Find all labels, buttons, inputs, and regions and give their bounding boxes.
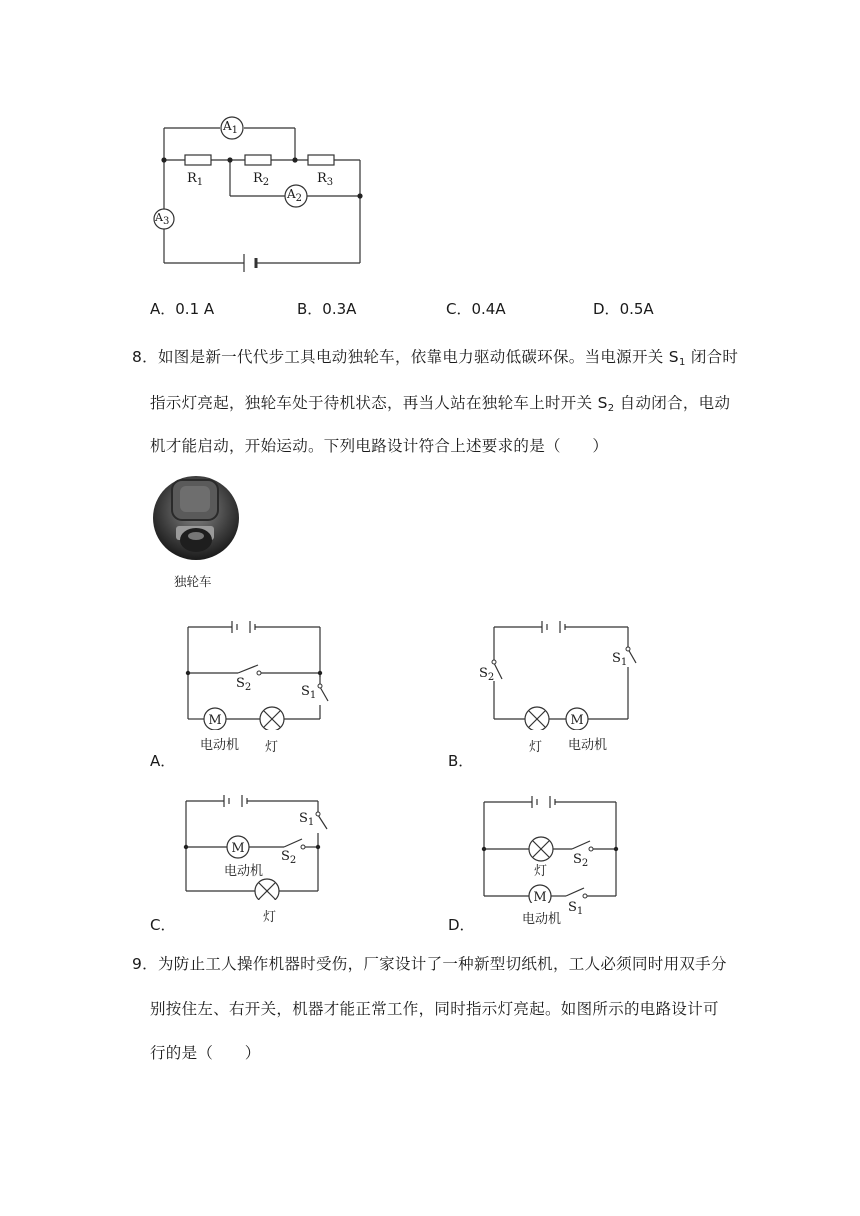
switch-s1-label: $S_1$ bbox=[301, 684, 317, 701]
lamp-icon bbox=[525, 707, 549, 730]
q7-circuit-diagram bbox=[140, 110, 380, 280]
switch-s1-label: $S_1$ bbox=[568, 900, 584, 917]
option-value: 0.4A bbox=[471, 300, 506, 318]
q9-text: 为防止工人操作机器时受伤，厂家设计了一种新型切纸机，工人必须同时用双手分 bbox=[157, 955, 727, 973]
lamp-icon bbox=[255, 879, 279, 900]
unicycle-caption: 独轮车 bbox=[174, 574, 212, 589]
q8-line-1 bbox=[132, 345, 738, 368]
q8-circuit-c bbox=[178, 785, 333, 900]
q8-option-a[interactable]: A． bbox=[150, 752, 176, 770]
switch-s2-label: $S_2$ bbox=[281, 849, 297, 866]
q8-option-b[interactable]: B． bbox=[448, 752, 474, 770]
q8-number: 8． bbox=[132, 348, 158, 366]
motor-symbol: M bbox=[231, 841, 245, 856]
lamp-label: 灯 bbox=[534, 864, 548, 879]
q9-line-3: 行的是（ ） bbox=[150, 1044, 261, 1062]
ammeter-a3-label: A3 bbox=[155, 211, 170, 227]
q7-option-b[interactable] bbox=[297, 298, 356, 319]
q8-line-2 bbox=[150, 391, 730, 414]
resistor-r2-label: $R_2$ bbox=[253, 171, 270, 188]
motor-label: 电动机 bbox=[568, 738, 608, 753]
q8-line-3: 机才能启动，开始运动。下列电路设计符合上述要求的是（ ） bbox=[150, 437, 609, 455]
q9-line-1 bbox=[132, 952, 727, 974]
motor-symbol: M bbox=[570, 713, 584, 728]
option-value: 0.1 A bbox=[175, 300, 215, 318]
lamp-icon bbox=[529, 837, 553, 861]
q8-text: 如图是新一代代步工具电动独轮车，依靠电力驱动低碳环保。当电源开关 S bbox=[157, 348, 679, 366]
resistor-r3-label: $R_3$ bbox=[317, 171, 334, 188]
q8-circuit-a bbox=[180, 615, 330, 730]
motor-symbol: M bbox=[533, 890, 547, 903]
q8-option-c[interactable]: C． bbox=[150, 916, 176, 934]
q7-option-a[interactable] bbox=[150, 298, 214, 319]
q8-sub: 1 bbox=[678, 357, 686, 368]
q8-sub: 2 bbox=[607, 403, 615, 414]
motor-label: 电动机 bbox=[200, 738, 240, 753]
unicycle-photo bbox=[150, 474, 242, 570]
q8-text: 指示灯亮起，独轮车处于待机状态，再当人站在独轮车上时开关 S bbox=[150, 394, 608, 412]
q9-number: 9． bbox=[132, 955, 158, 973]
option-letter: B． bbox=[297, 300, 323, 318]
q8-option-d[interactable]: D． bbox=[448, 916, 475, 934]
q9-line-2: 别按住左、右开关，机器才能正常工作，同时指示灯亮起。如图所示的电路设计可 bbox=[150, 1000, 719, 1018]
lamp-label: 灯 bbox=[265, 740, 279, 755]
option-letter: A． bbox=[150, 300, 176, 318]
ammeter-a2-label: $A_2$ bbox=[287, 187, 303, 204]
switch-s1-label: $S_1$ bbox=[299, 811, 315, 828]
q8-text: 自动闭合，电动 bbox=[614, 394, 731, 412]
ammeter-a1-label: $A_1$ bbox=[223, 119, 239, 136]
motor-label: 电动机 bbox=[522, 912, 562, 927]
q8-text: 闭合时 bbox=[685, 348, 739, 366]
q8-circuit-b bbox=[480, 615, 640, 730]
resistor-r1-label: $R_1$ bbox=[187, 171, 204, 188]
motor-label: 电动机 bbox=[224, 864, 264, 879]
q7-option-c[interactable] bbox=[446, 298, 506, 319]
option-letter: D． bbox=[593, 300, 620, 318]
lamp-label: 灯 bbox=[263, 910, 277, 925]
switch-s1-label: $S_1$ bbox=[612, 651, 628, 668]
switch-s2-label: $S_2$ bbox=[479, 666, 495, 683]
option-value: 0.5A bbox=[619, 300, 654, 318]
motor-symbol: M bbox=[208, 713, 222, 728]
q8-circuit-d bbox=[478, 788, 628, 903]
q7-option-d[interactable] bbox=[593, 298, 654, 319]
switch-s2-label: $S_2$ bbox=[236, 676, 252, 693]
option-letter: C． bbox=[446, 300, 472, 318]
lamp-label: 灯 bbox=[529, 740, 543, 755]
lamp-icon bbox=[260, 707, 284, 730]
switch-s2-label: $S_2$ bbox=[573, 852, 589, 869]
option-value: 0.3A bbox=[322, 300, 357, 318]
